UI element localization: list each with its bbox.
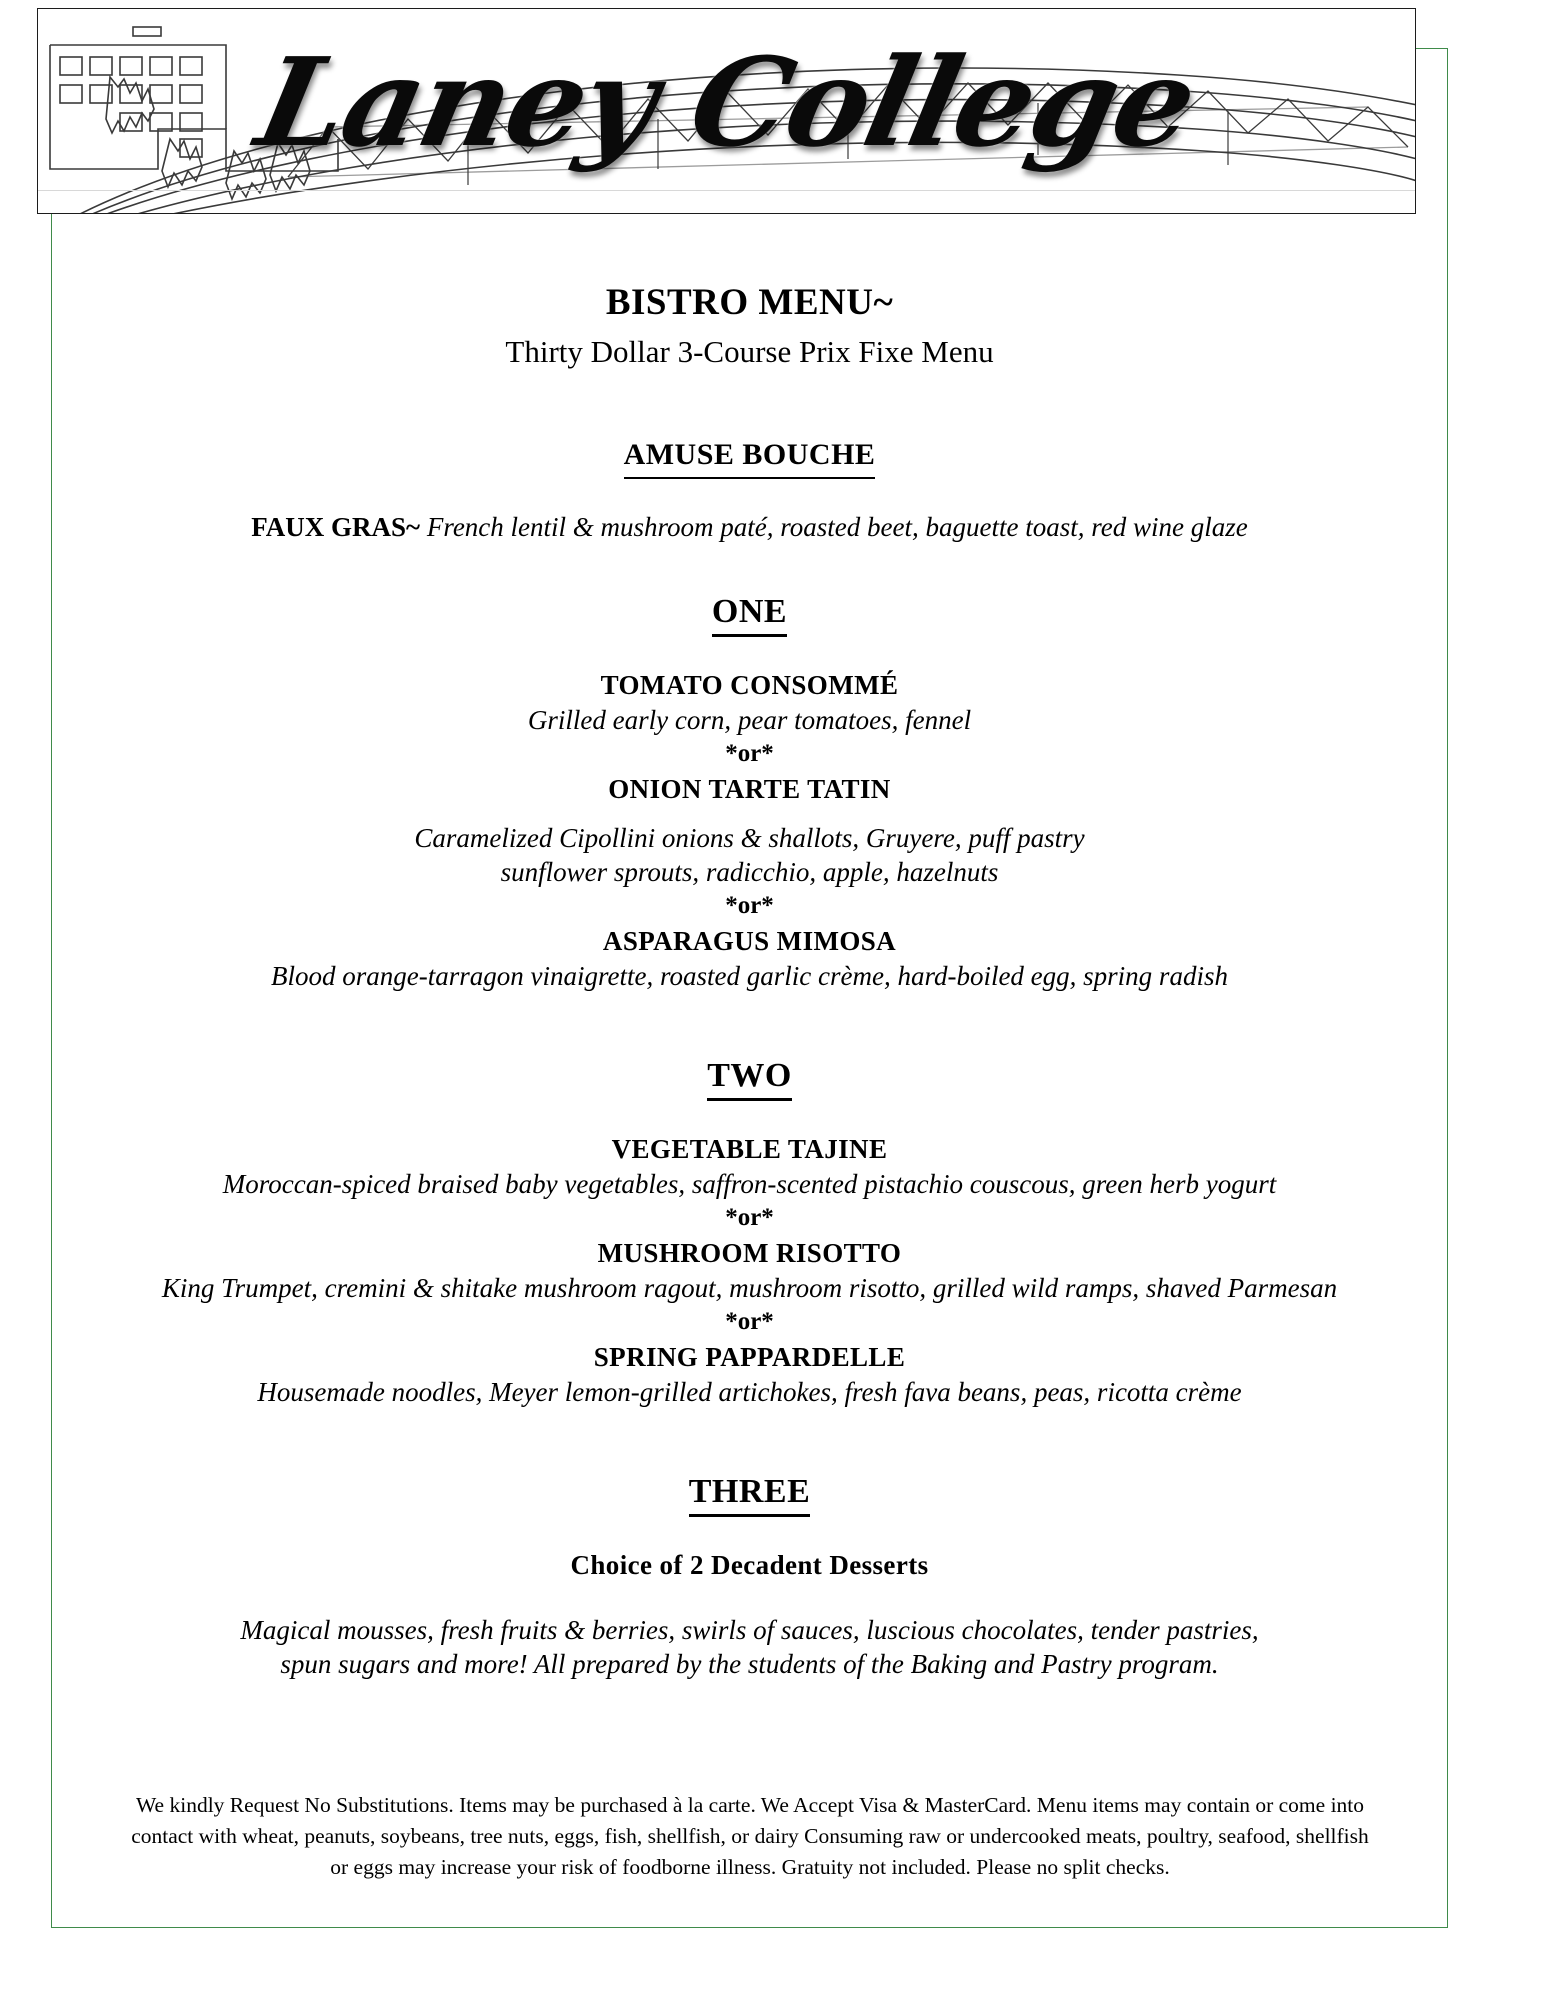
dish-description: Housemade noodles, Meyer lemon-grilled artichokes, fresh fava beans, peas, ricotta crème (257, 1377, 1242, 1407)
dessert-description-line-2: spun sugars and more! All prepared by the students of the Baking and Pastry program. (280, 1649, 1219, 1679)
dish-description: Moroccan-spiced braised baby vegetables, saffron-scented pistachio couscous, green herb yogurt (222, 1169, 1277, 1199)
menu-item (51, 1235, 1448, 1305)
dish-description-line-2: sunflower sprouts, radicchio, apple, hazelnuts (500, 857, 999, 887)
section-heading-label: TWO (707, 1055, 792, 1101)
section-heading-label: AMUSE BOUCHE (624, 434, 876, 479)
dish-name: SPRING PAPPARDELLE (593, 1342, 906, 1372)
section-heading-three (51, 1471, 1448, 1517)
dish-name: ONION TARTE TATIN (608, 774, 891, 804)
dish-name: TOMATO CONSOMMÉ (600, 670, 899, 700)
menu-item (51, 1339, 1448, 1409)
college-logo-wordmark: Laney College (246, 30, 1207, 174)
dish-name: MUSHROOM RISOTTO (597, 1238, 902, 1268)
or-separator: *or* (725, 740, 774, 767)
section-heading-one (51, 591, 1448, 637)
page-subtitle: Thirty Dollar 3-Course Prix Fixe Menu (505, 334, 994, 369)
dessert-description-line-1: Magical mousses, fresh fruits & berries, swirls of sauces, luscious chocolates, tender pastries, (240, 1615, 1259, 1645)
section-heading-amuse-bouche (51, 434, 1448, 479)
dish-faux-gras (51, 509, 1448, 545)
footer-disclaimer (90, 1790, 1410, 1883)
dish-name: FAUX GRAS~ (251, 512, 421, 542)
dish-description: Blood orange-tarragon vinaigrette, roasted garlic crème, hard-boiled egg, spring radish (271, 961, 1228, 991)
section-two (51, 1055, 1448, 1409)
section-three (51, 1471, 1448, 1681)
section-heading-two (51, 1055, 1448, 1101)
footer-line-3: or eggs may increase your risk of foodborne illness. Gratuity not included. Please no split checks. (330, 1855, 1170, 1879)
or-separator: *or* (725, 892, 774, 919)
dish-description: French lentil & mushroom paté, roasted beet, baguette toast, red wine glaze (420, 512, 1248, 542)
page-title: BISTRO MENU~ (605, 282, 894, 323)
dish-name: ASPARAGUS MIMOSA (602, 926, 897, 956)
footer-line-1: We kindly Request No Substitutions. Items may be purchased à la carte. We Accept Visa & MasterCard. Menu items may contain or come into (135, 1793, 1365, 1817)
dessert-choice-title: Choice of 2 Decadent Desserts (570, 1550, 929, 1580)
footer-line-2: contact with wheat, peanuts, soybeans, tree nuts, eggs, fish, shellfish, or dairy Consuming raw or undercooked meats, poultry, seafood, shellfish (131, 1824, 1369, 1848)
dish-description: Caramelized Cipollini onions & shallots, Gruyere, puff pastry (414, 823, 1085, 853)
or-separator: *or* (725, 1204, 774, 1231)
section-heading-label: ONE (712, 591, 787, 637)
dish-description: King Trumpet, cremini & shitake mushroom ragout, mushroom risotto, grilled wild ramps, shaved Parmesan (161, 1273, 1338, 1303)
menu-item (51, 771, 1448, 889)
menu-body (51, 228, 1448, 1681)
or-separator: *or* (725, 1308, 774, 1335)
menu-item (51, 667, 1448, 737)
dish-name: VEGETABLE TAJINE (611, 1134, 888, 1164)
college-logo-header (37, 8, 1416, 214)
section-one (51, 591, 1448, 993)
menu-item (51, 1131, 1448, 1201)
section-amuse-bouche (51, 434, 1448, 545)
dish-description: Grilled early corn, pear tomatoes, fennel (527, 705, 972, 735)
menu-item (51, 923, 1448, 993)
section-heading-label: THREE (689, 1471, 811, 1517)
